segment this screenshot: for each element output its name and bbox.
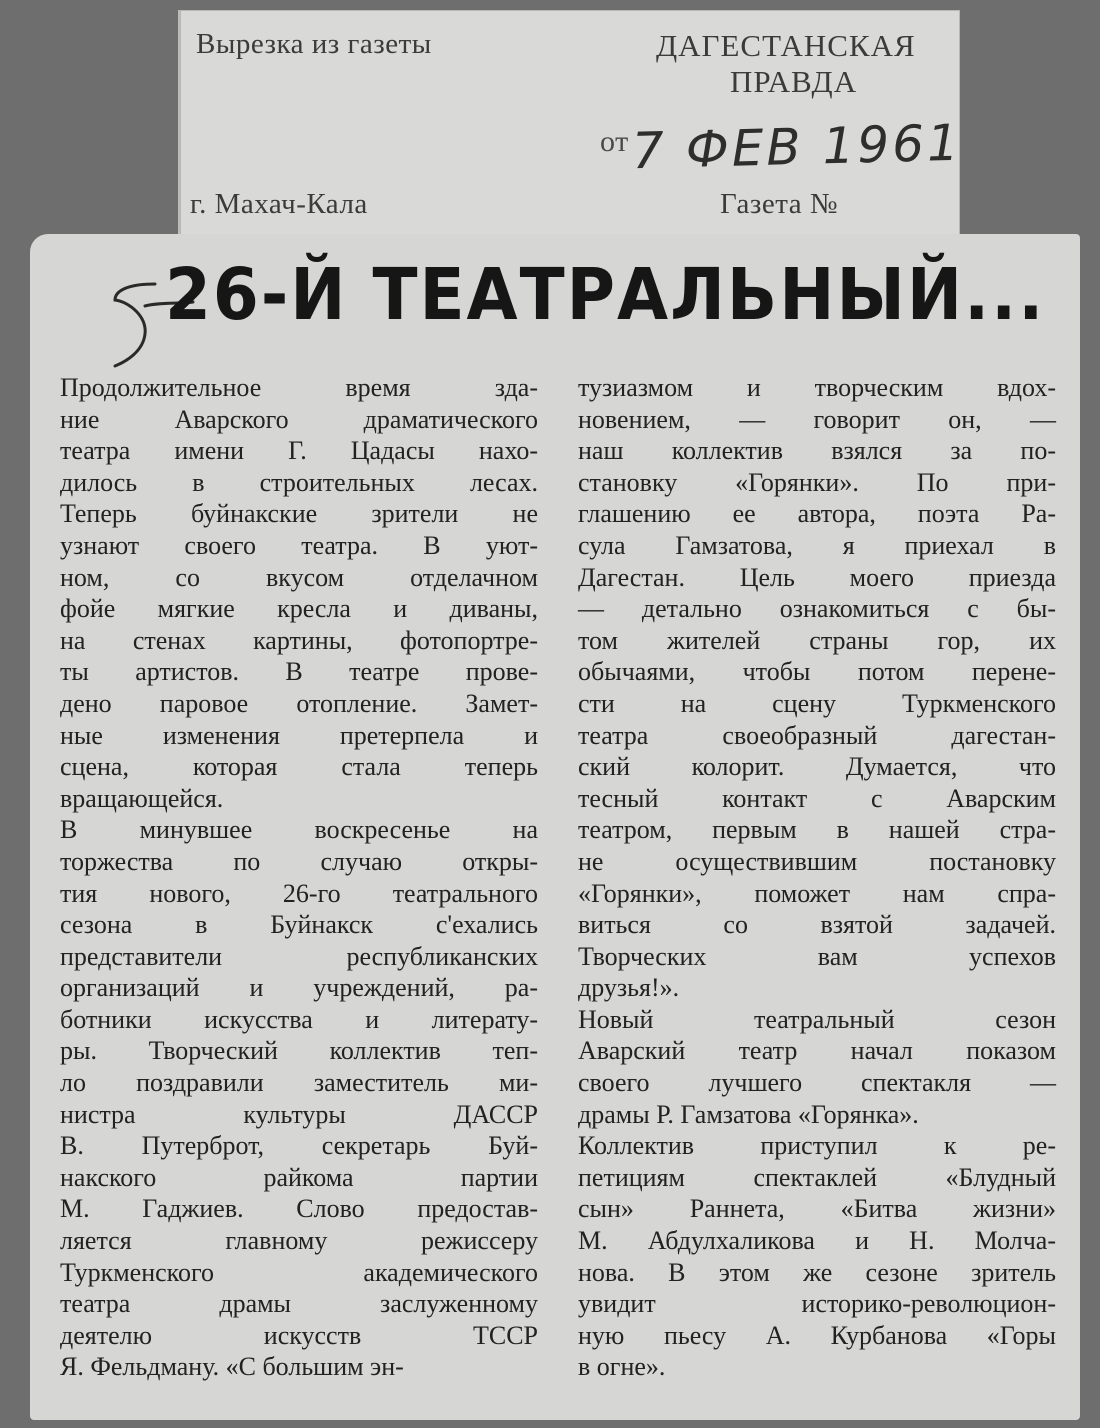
article-text-line: театром, первым в нашей стра-: [578, 815, 1056, 845]
article-text-line: сцена, которая стала теперь: [60, 752, 538, 782]
article-text-line: В минувшее воскресенье на: [60, 815, 538, 845]
article-text-line: узнают своего театра. В уют-: [60, 530, 538, 560]
city-label: г. Махач-Кала: [190, 188, 368, 220]
article-text-line: организаций и учреждений, ра-: [60, 973, 538, 1003]
article-text-line: ние Аварского драматического: [60, 404, 538, 434]
article-text-line: Коллектив приступил к ре-: [578, 1131, 1056, 1161]
article-text-line: «Горянки», поможет нам спра-: [578, 878, 1056, 908]
article-text-line: становку «Горянки». По при-: [578, 467, 1056, 497]
article-text-line: театра своеобразный дагестан-: [578, 720, 1056, 750]
article-text-line: Творческих вам успехов: [578, 941, 1056, 971]
article-text-line: деятелю искусств ТССР: [60, 1320, 538, 1350]
article-text-line: Теперь буйнакские зрители не: [60, 499, 538, 529]
article-text-line: том жителей страны гор, их: [578, 625, 1056, 655]
article-text-line: М. Абдулхаликова и Н. Молча-: [578, 1226, 1056, 1256]
article-text-line: фойе мягкие кресла и диваны,: [60, 594, 538, 624]
article-text-line: новением, — говорит он, —: [578, 404, 1056, 434]
article-text-line: ры. Творческий коллектив теп-: [60, 1036, 538, 1066]
article-text-line: ную пьесу А. Курбанова «Горы: [578, 1320, 1056, 1350]
cutting-source-label: Вырезка из газеты: [196, 28, 432, 60]
article-text-line: ном, со вкусом отделачном: [60, 562, 538, 592]
article-text-line: представители республиканских: [60, 941, 538, 971]
article-text-line: Туркменского академического: [60, 1257, 538, 1287]
article-text-line: тия нового, 26-го театрального: [60, 878, 538, 908]
article-text-line: Продолжительное время зда-: [60, 373, 538, 402]
article-text-line: в огне».: [578, 1352, 666, 1382]
article-text-line: сезона в Буйнакск с'ехались: [60, 910, 538, 940]
date-stamp: 7 ФЕВ 1961: [631, 113, 963, 181]
newspaper-name-line2: ПРАВДА: [730, 64, 858, 99]
article-text-line: дилось в строительных лесах.: [60, 467, 538, 497]
article-text-line: ский колорит. Думается, что: [578, 752, 1056, 782]
article-text-line: виться со взятой задачей.: [578, 910, 1056, 940]
article-text-line: тесный контакт с Аварским: [578, 783, 1056, 813]
article-text-line: В. Путерброт, секретарь Буй-: [60, 1131, 538, 1161]
issue-number-label: Газета №: [720, 188, 839, 220]
date-label: от: [600, 125, 629, 158]
article-text-line: Я. Фельдману. «С большим эн-: [60, 1352, 404, 1382]
article-text-line: накского райкома партии: [60, 1162, 538, 1192]
article-text-line: увидит историко-революцион-: [578, 1289, 1056, 1319]
article-text-line: петициям спектаклей «Блудный: [578, 1162, 1056, 1192]
article-text-line: ты артистов. В театре прове-: [60, 657, 538, 687]
article-text-line: на стенах картины, фотопортре-: [60, 625, 538, 655]
article-text-line: вращающейся.: [60, 783, 224, 813]
article-text-line: не осуществившим постановку: [578, 846, 1056, 876]
article-right-column: [578, 372, 1056, 1383]
article-text-line: сула Гамзатова, я приехал в: [578, 530, 1056, 560]
article-text-line: Дагестан. Цель моего приезда: [578, 562, 1056, 592]
article-text-line: тузиазмом и творческим вдох-: [578, 373, 1056, 402]
article-text-line: друзья!».: [578, 973, 680, 1003]
article-text-line: ляется главному режиссеру: [60, 1226, 538, 1256]
article-text-line: торжества по случаю откры-: [60, 846, 538, 876]
article-text-line: драмы Р. Гамзатова «Горянка».: [578, 1099, 919, 1129]
article-text-line: театра драмы заслуженному: [60, 1289, 538, 1319]
article-text-line: ло поздравили заместитель ми-: [60, 1068, 538, 1098]
article-text-line: нова. В этом же сезоне зритель: [578, 1257, 1056, 1287]
article-text-line: театра имени Г. Цадасы нахо-: [60, 436, 538, 466]
article-text-line: Новый театральный сезон: [578, 1004, 1056, 1034]
article-text-line: ные изменения претерпела и: [60, 720, 538, 750]
newspaper-name-line1: ДАГЕСТАНСКАЯ: [656, 28, 916, 63]
article-text-line: — детально ознакомиться с бы-: [578, 594, 1056, 624]
article-text-line: своего лучшего спектакля —: [578, 1068, 1056, 1098]
article-text-line: наш коллектив взялся за по-: [578, 436, 1056, 466]
article-text-line: ботники искусства и литерату-: [60, 1004, 538, 1034]
article-headline: 26-Й ТЕАТРАЛЬНЫЙ...: [165, 252, 1046, 337]
article-text-line: М. Гаджиев. Слово предостав-: [60, 1194, 538, 1224]
article-text-line: обычаями, чтобы потом перене-: [578, 657, 1056, 687]
article-text-line: нистра культуры ДАССР: [60, 1099, 538, 1129]
article-clipping: [30, 234, 1080, 1420]
article-text-line: глашению ее автора, поэта Ра-: [578, 499, 1056, 529]
article-text-line: сти на сцену Туркменского: [578, 688, 1056, 718]
article-left-column: [60, 372, 538, 1383]
clipping-label-slip: [178, 10, 963, 242]
article-text-line: дено паровое отопление. Замет-: [60, 688, 538, 718]
article-text-line: Аварский театр начал показом: [578, 1036, 1056, 1066]
article-text-line: сын» Раннета, «Битва жизни»: [578, 1194, 1056, 1224]
